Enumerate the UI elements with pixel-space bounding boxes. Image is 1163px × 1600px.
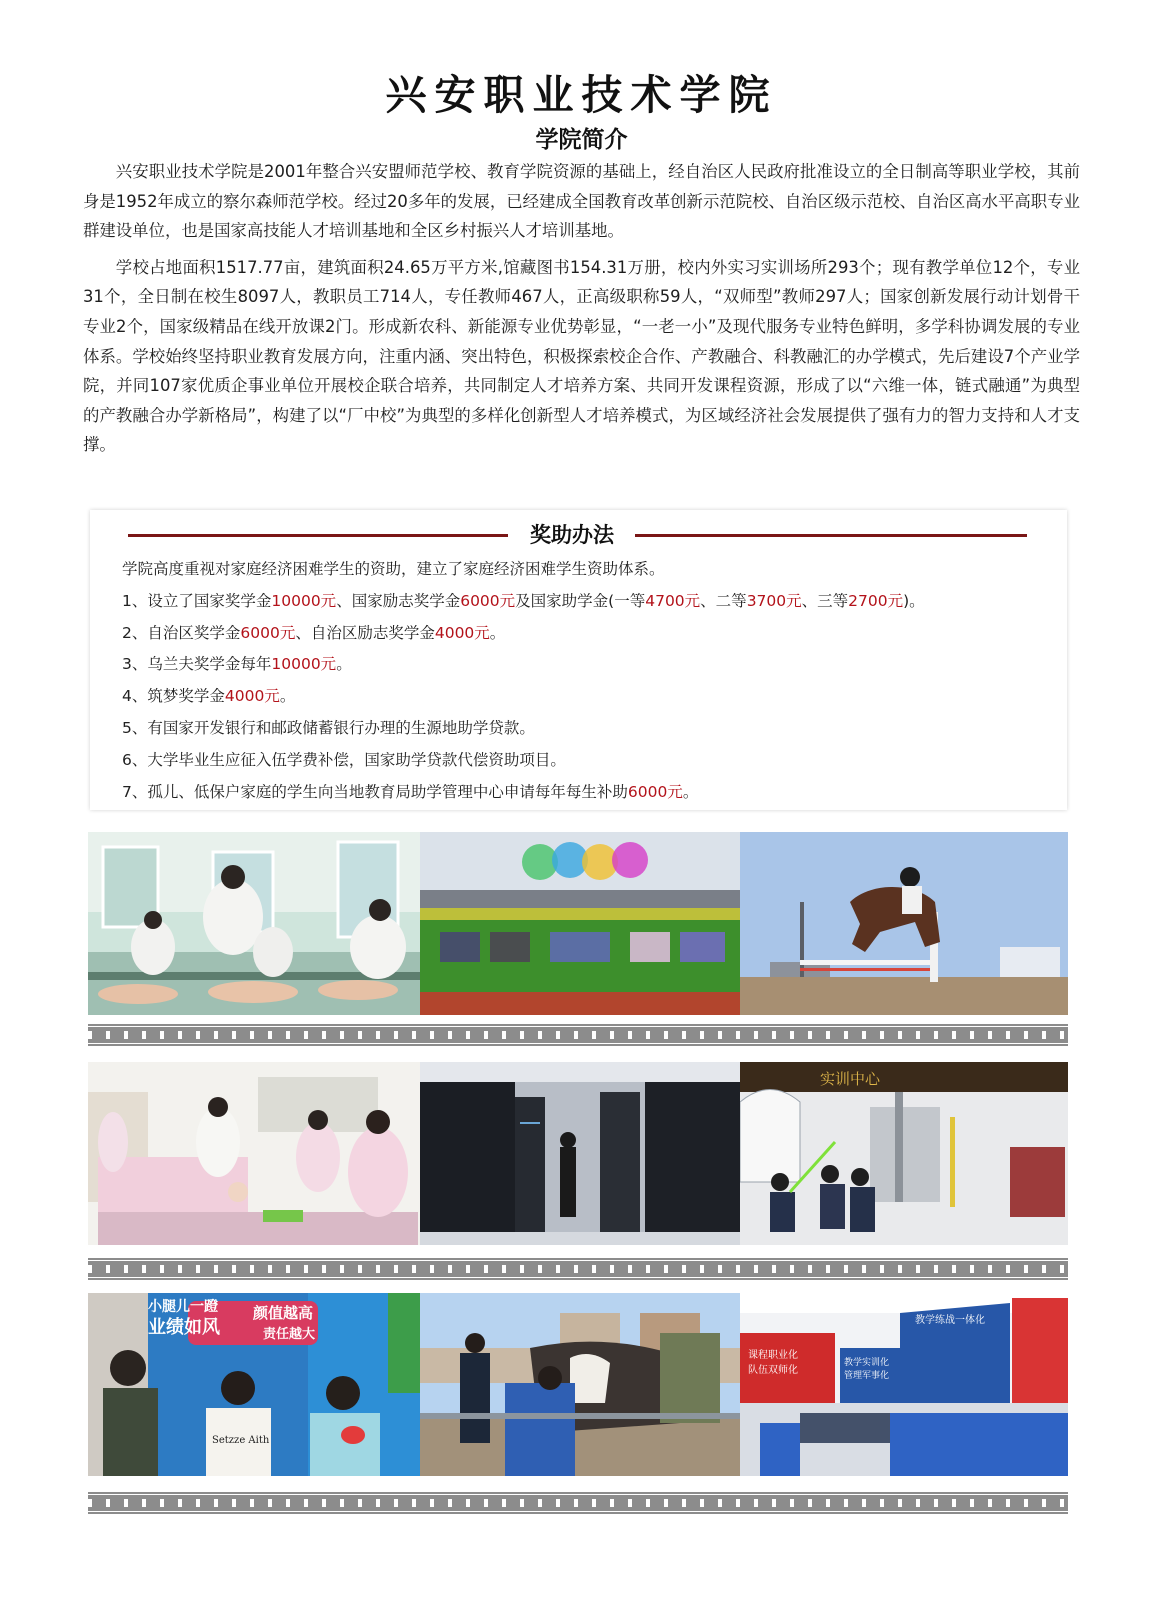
photo-nursing-cpr-image bbox=[88, 832, 420, 1015]
awards-panel bbox=[90, 510, 1067, 810]
award-amount: 6000元 bbox=[240, 623, 296, 642]
decorative-border-2 bbox=[88, 1261, 1068, 1277]
banner-text-1: 小腿儿一蹬 bbox=[148, 1299, 218, 1315]
award-text: 、三等 bbox=[801, 591, 849, 610]
wall-text-1: 课程职业化 bbox=[748, 1350, 798, 1361]
award-amount: 2700元 bbox=[848, 591, 904, 610]
photo-veterinary-practice-image bbox=[420, 1293, 740, 1476]
award-amount: 10000元 bbox=[271, 591, 337, 610]
award-text: 。 bbox=[489, 623, 506, 642]
award-text: 4、筑梦奖学金 bbox=[122, 687, 225, 706]
photo-childcare-lab bbox=[88, 1062, 420, 1245]
award-item-3 bbox=[122, 649, 1052, 681]
award-item-6: 6、大学毕业生应征入伍学费补偿，国家助学贷款代偿资助项目。 bbox=[122, 750, 566, 769]
photo-sports-ceremony bbox=[420, 832, 740, 1015]
award-amount: 6000元 bbox=[627, 782, 683, 801]
wall-text-4: 管理军事化 bbox=[844, 1371, 890, 1381]
award-item-7 bbox=[122, 777, 1052, 809]
award-text: 。 bbox=[682, 782, 699, 801]
photo-equestrian-image bbox=[740, 832, 1068, 1015]
award-text: 2、自治区奖学金 bbox=[122, 623, 241, 642]
award-text: 7、孤儿、低保户家庭的学生向当地教育局助学管理中心申请每年每生补助 bbox=[122, 782, 628, 801]
decorative-border-3 bbox=[88, 1495, 1068, 1511]
award-item-4 bbox=[122, 681, 1052, 713]
award-text: 及国家助学金(一等 bbox=[515, 591, 646, 610]
photo-veterinary-practice bbox=[420, 1293, 740, 1476]
award-text: 。 bbox=[336, 655, 352, 674]
title-rule-right bbox=[635, 534, 1027, 537]
photo-military-training-hall-image bbox=[740, 1293, 1068, 1476]
intro-paragraph-1: 兴安职业技术学院是2001年整合兴安盟师范学校、教育学院资源的基础上，经自治区人民政府批准设立的全日制高等职业学校，其前身是1952年成立的察尔森师范学校。经过20多年的发展，已经建成全国教育改革创新示范院校、自治区级示范校、自治区高水平高职专业群建设单位，也是国家高技能人才培训基地和全区乡村振兴人才培训基地。 bbox=[83, 162, 1080, 241]
photo-equestrian bbox=[740, 832, 1068, 1015]
awards-title: 奖助办法 bbox=[530, 523, 614, 547]
award-text: 、国家励志奖学金 bbox=[336, 591, 461, 610]
award-amount: 10000元 bbox=[271, 655, 337, 674]
title-rule-left bbox=[128, 534, 508, 537]
photo-ecommerce-livestream-image bbox=[88, 1293, 420, 1476]
award-text: 。 bbox=[279, 687, 296, 706]
award-text: 3、乌兰夫奖学金每年 bbox=[122, 655, 272, 674]
page-title: 兴安职业技术学院 bbox=[385, 71, 778, 119]
awards-lead: 学院高度重视对家庭经济困难学生的资助，建立了家庭经济困难学生资助体系。 bbox=[122, 560, 665, 578]
wall-text-5: 教学练战一体化 bbox=[915, 1315, 985, 1326]
award-item-1 bbox=[122, 586, 1052, 618]
banner-text-4: 责任越大 bbox=[263, 1327, 316, 1342]
award-amount: 3700元 bbox=[746, 591, 802, 610]
intro-text bbox=[83, 157, 1080, 467]
photo-military-training-hall bbox=[740, 1293, 1068, 1476]
award-text: 、二等 bbox=[700, 591, 747, 610]
photo-power-training-image bbox=[740, 1062, 1068, 1245]
award-amount: 4700元 bbox=[645, 591, 701, 610]
photo-childcare-lab-image bbox=[88, 1062, 420, 1245]
award-text: 1、设立了国家奖学金 bbox=[122, 591, 272, 610]
banner-text-2: 业绩如风 bbox=[148, 1317, 220, 1338]
award-text: 、自治区励志奖学金 bbox=[295, 623, 435, 642]
photo-server-room bbox=[420, 1062, 740, 1245]
wall-text-3: 教学实训化 bbox=[844, 1358, 890, 1368]
photo-row-3 bbox=[88, 1293, 1068, 1476]
section-title-intro: 学院简介 bbox=[535, 127, 628, 153]
award-item-2 bbox=[122, 618, 1052, 650]
shirt-text: Setzze Aith bbox=[212, 1435, 270, 1446]
photo-sports-ceremony-image bbox=[420, 832, 740, 1015]
award-amount: 4000元 bbox=[224, 687, 280, 706]
photo-server-room-image bbox=[420, 1062, 740, 1245]
photo-power-training bbox=[740, 1062, 1068, 1245]
award-amount: 4000元 bbox=[434, 623, 490, 642]
svg-text:实训中心: 实训中心 bbox=[820, 1070, 881, 1088]
photo-row-1 bbox=[88, 832, 1068, 1015]
photo-nursing-cpr bbox=[88, 832, 420, 1015]
awards-list bbox=[122, 554, 1052, 808]
photo-ecommerce-livestream bbox=[88, 1293, 420, 1476]
award-item-5: 5、有国家开发银行和邮政储蓄银行办理的生源地助学贷款。 bbox=[122, 718, 535, 737]
intro-paragraph-2: 学校占地面积1517.77亩，建筑面积24.65万平方米,馆藏图书154.31万册，校内外实习实训场所293个；现有教学单位12个，专业31个，全日制在校生8097人，教职员工714人，专任教师467人，正高级职称59人，“双师型”教师297人；国家创新发展行动计划骨干专业2个，国家级精品在线开放课2门。形成新农科、新能源专业优势彰显，“一老一小”及现代服务专业特色鲜明，多学科协调发展的专业体系。学校始终坚持职业教育发展方向，注重内涵、突出特色，积极探索校企合作、产教融合、科教融汇的办学模式，先后建设7个产业学院，并同107家优质企事业单位开展校企联合培养，共同制定人才培养方案、共同开发课程资源，形成了以“六维一体，链式融通”为典型的产教融合办学新格局”，构建了以“厂中校”为典型的多样化创新型人才培养模式，为区域经济社会发展提供了强有力的智力支持和人才支撑。 bbox=[83, 257, 1080, 455]
photo-row-2 bbox=[88, 1062, 1068, 1245]
award-text: )。 bbox=[903, 591, 925, 610]
wall-text-2: 队伍双师化 bbox=[748, 1365, 798, 1376]
award-amount: 6000元 bbox=[460, 591, 516, 610]
decorative-border-1 bbox=[88, 1027, 1068, 1043]
banner-text-3: 颜值越高 bbox=[253, 1304, 314, 1322]
